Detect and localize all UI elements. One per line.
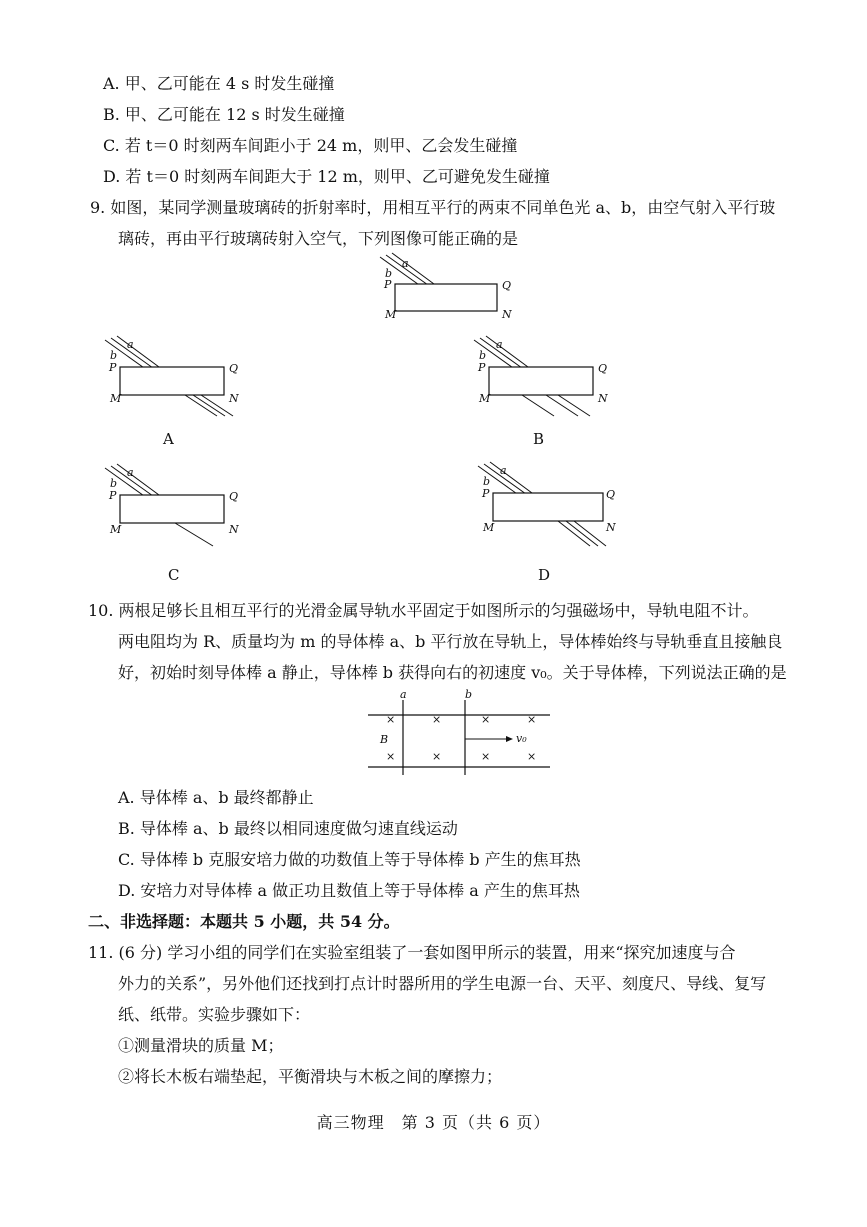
q9-stem-line2: 璃砖，再由平行玻璃砖射入空气，下列图像可能正确的是 (118, 229, 519, 248)
label-Q: Q (229, 362, 239, 375)
label-N: N (229, 523, 239, 536)
q9-figure-c (105, 466, 245, 550)
label-N: N (598, 392, 608, 405)
label-a: a (127, 466, 134, 479)
label-a: a (496, 338, 503, 351)
q11-step1: ①测量滑块的质量 M； (118, 1036, 284, 1055)
q8-option-b: B. 甲、乙可能在 12 s 时发生碰撞 (103, 105, 345, 124)
field-label-B: B (380, 733, 389, 746)
q10-option-c: C. 导体棒 b 克服安培力做的功数值上等于导体棒 b 产生的焦耳热 (118, 850, 581, 869)
label-b: b (479, 349, 487, 362)
q8-option-c: C. 若 t＝0 时刻两车间距小于 24 m，则甲、乙会发生碰撞 (103, 136, 518, 155)
label-P: P (384, 278, 392, 291)
label-P: P (109, 361, 117, 374)
choice-label-a: A (163, 430, 174, 448)
q9-figure-d (478, 464, 618, 558)
cross-6: × (432, 750, 442, 763)
cross-2: × (432, 713, 442, 726)
q8-option-d: D. 若 t＝0 时刻两车间距大于 12 m，则甲、乙可避免发生碰撞 (103, 167, 550, 186)
q9-stem-line1: 9. 如图，某同学测量玻璃砖的折射率时，用相互平行的两束不同单色光 a、b，由空气射入平行玻 (90, 198, 776, 217)
rod-label-a: a (400, 688, 407, 701)
page-footer: 高三物理 第 3 页（共 6 页） (316, 1113, 551, 1132)
label-b: b (385, 267, 393, 280)
q10-figure (368, 690, 558, 784)
q11-stem-line2: 外力的关系”，另外他们还找到打点计时器所用的学生电源一台、天平、刻度尺、导线、复写 (118, 974, 767, 993)
label-P: P (109, 489, 117, 502)
choice-label-d: D (538, 566, 551, 584)
label-N: N (229, 392, 239, 405)
velocity-label: v₀ (516, 732, 527, 745)
choice-label-c: C (168, 566, 180, 584)
label-P: P (482, 487, 490, 500)
q10-stem-line1: 10. 两根足够长且相互平行的光滑金属导轨水平固定于如图所示的匀强磁场中，导轨电阻不计。 (88, 601, 759, 620)
q9-main-figure-svg (380, 255, 520, 325)
label-a: a (500, 464, 507, 477)
cross-5: × (386, 750, 396, 763)
label-Q: Q (606, 488, 616, 501)
cross-7: × (481, 750, 491, 763)
label-Q: Q (598, 362, 608, 375)
label-M: M (479, 392, 491, 405)
q11-step2: ②将长木板右端垫起，平衡滑块与木板之间的摩擦力； (118, 1067, 503, 1086)
label-M: M (110, 392, 122, 405)
section-heading: 二、非选择题：本题共 5 小题，共 54 分。 (88, 912, 400, 931)
q8-option-a: A. 甲、乙可能在 4 s 时发生碰撞 (103, 74, 335, 93)
q10-stem-line3: 好，初始时刻导体棒 a 静止，导体棒 b 获得向右的初速度 v₀。关于导体棒，下列说法正确的是 (118, 663, 787, 682)
label-b: b (110, 349, 118, 362)
q10-option-d: D. 安培力对导体棒 a 做正功且数值上等于导体棒 a 产生的焦耳热 (118, 881, 580, 900)
label-Q: Q (502, 279, 512, 292)
choice-label-b: B (533, 430, 545, 448)
cross-3: × (481, 713, 491, 726)
label-Q: Q (229, 490, 239, 503)
velocity-arrowhead (506, 736, 513, 742)
label-M: M (110, 523, 122, 536)
label-P: P (478, 361, 486, 374)
q9-figure-a (105, 338, 245, 422)
cross-8: × (527, 750, 537, 763)
q10-option-b: B. 导体棒 a、b 最终以相同速度做匀速直线运动 (118, 819, 458, 838)
label-M: M (385, 308, 397, 321)
q11-stem-line1: 11. (6 分) 学习小组的同学们在实验室组装了一套如图甲所示的装置，用来“探究加速度与合 (88, 943, 736, 962)
q11-stem-line3: 纸、纸带。实验步骤如下： (118, 1005, 311, 1024)
label-N: N (606, 521, 616, 534)
label-M: M (483, 521, 495, 534)
label-b: b (483, 475, 491, 488)
label-a: a (127, 338, 134, 351)
cross-1: × (386, 713, 396, 726)
cross-4: × (527, 713, 537, 726)
q9-main-figure (380, 255, 520, 329)
rod-label-b: b (465, 688, 473, 701)
q9-figure-b (474, 338, 614, 422)
label-a: a (402, 257, 409, 270)
label-N: N (502, 308, 512, 321)
label-b: b (110, 477, 118, 490)
q10-stem-line2: 两电阻均为 R、质量均为 m 的导体棒 a、b 平行放在导轨上，导体棒始终与导轨垂直且接触良 (118, 632, 783, 651)
q10-option-a: A. 导体棒 a、b 最终都静止 (118, 788, 314, 807)
